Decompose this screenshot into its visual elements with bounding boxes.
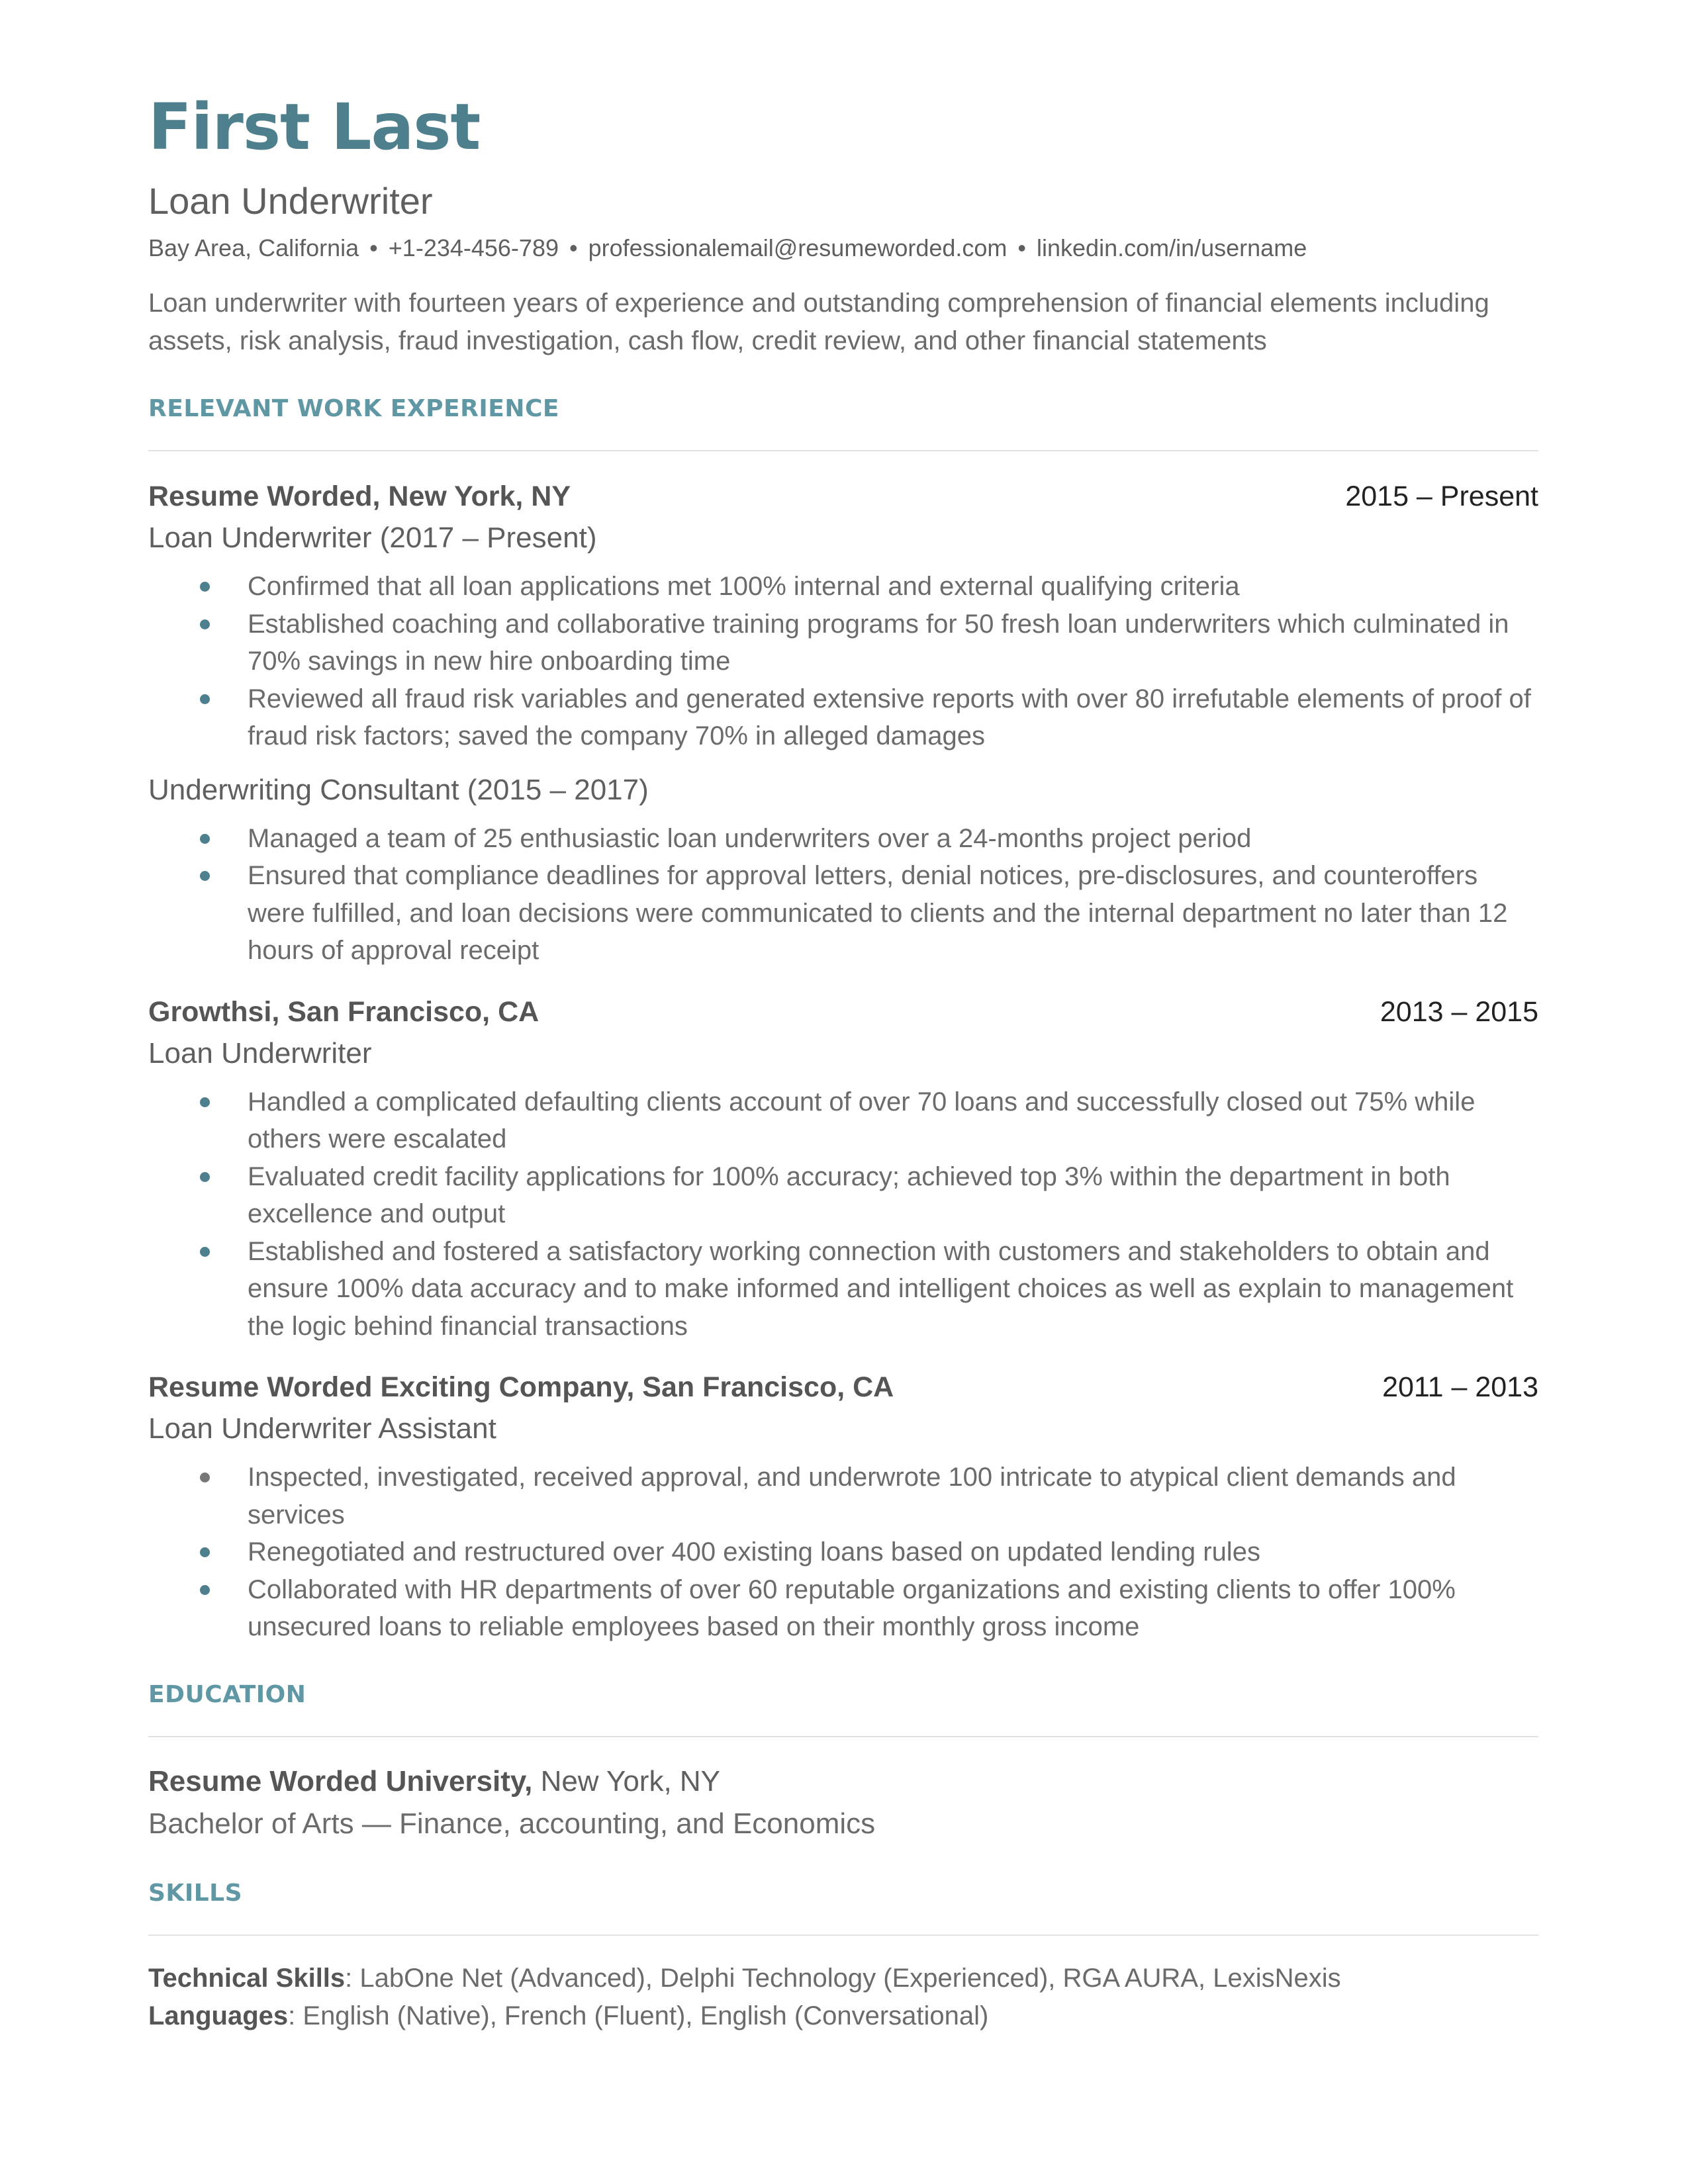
bullet-text: Reviewed all fraud risk variables and generated extensive reports with over 80 irrefutable elements of proof of fraud risk factors; saved the company 70% in alleged damages (248, 684, 1531, 751)
bullet-item (148, 1533, 1538, 1571)
job-entry (148, 1369, 1538, 1646)
job-dates: 2011 – 2013 (1382, 1371, 1538, 1403)
bullet-list (148, 820, 1538, 970)
skills-block (148, 1960, 1538, 2035)
skills-technical (148, 1960, 1538, 1997)
bullet-list (148, 568, 1538, 755)
job-entry (148, 993, 1538, 1345)
candidate-title: Loan Underwriter (148, 180, 433, 222)
bullet-text: Managed a team of 25 enthusiastic loan underwriters over a 24-months project period (248, 823, 1252, 853)
skills-heading: SKILLS (148, 1879, 243, 1907)
experience-heading: RELEVANT WORK EXPERIENCE (148, 395, 559, 422)
bullet-icon (200, 1585, 210, 1595)
bullet-text: Established and fostered a satisfactory working connection with customers and stakeholders to obtain and ensure 100% data accuracy and to make informed and intelligent choices as well as explain to management the logic behind financial transactions (248, 1236, 1514, 1341)
education-location: New York, NY (540, 1764, 721, 1797)
contact-email[interactable]: professionalemail@resumeworded.com (588, 234, 1008, 261)
bullet-text: Inspected, investigated, received approval, and underwrote 100 intricate to atypical client demands and services (248, 1463, 1456, 1529)
bullet-list (148, 1083, 1538, 1345)
bullet-item (148, 1233, 1538, 1345)
skills-technical-label: Technical Skills (148, 1963, 346, 1993)
job-company: Resume Worded Exciting Company, San Francisco, CA (148, 1371, 894, 1403)
bullet-text: Ensured that compliance deadlines for approval letters, denial notices, pre-disclosures, and counteroffers were fulfilled, and loan decisions were communicated to clients and the internal department no later than 12 hours of approval receipt (248, 861, 1508, 965)
contact-separator: • (369, 234, 378, 261)
bullet-icon (200, 694, 210, 704)
bullet-text: Handled a complicated defaulting clients account of over 70 loans and successfully closed out 75% while others were escalated (248, 1087, 1476, 1154)
job-dates: 2015 – Present (1345, 480, 1538, 512)
bullet-text: Renegotiated and restructured over 400 existing loans based on updated lending rules (248, 1537, 1260, 1567)
bullet-icon (200, 619, 210, 629)
bullet-icon (200, 1097, 210, 1107)
bullet-item (148, 820, 1538, 858)
bullet-text: Evaluated credit facility applications for 100% accuracy; achieved top 3% within the department in both excellence and output (248, 1161, 1450, 1228)
job-company: Growthsi, San Francisco, CA (148, 995, 539, 1028)
contact-separator: • (569, 234, 578, 261)
contact-location: Bay Area, California (148, 234, 359, 261)
bullet-item (148, 1459, 1538, 1533)
contact-linkedin[interactable]: linkedin.com/in/username (1037, 234, 1307, 261)
education-school: Resume Worded University, (148, 1764, 533, 1797)
bullet-text: Collaborated with HR departments of over 60 reputable organizations and existing clients to offer 100% unsecured loans to reliable employees based on their monthly gross income (248, 1574, 1456, 1641)
contact-phone[interactable]: +1-234-456-789 (388, 234, 559, 261)
section-divider (148, 1736, 1538, 1737)
resume-page (148, 79, 1538, 2035)
skills-languages-value: : English (Native), French (Fluent), English (Conversational) (288, 2001, 989, 2030)
bullet-list (148, 1459, 1538, 1646)
section-divider (148, 450, 1538, 451)
education-degree: Bachelor of Arts — Finance, accounting, and Economics (148, 1807, 876, 1840)
contact-separator: • (1017, 234, 1027, 261)
job-role: Underwriting Consultant (2015 – 2017) (148, 773, 649, 806)
candidate-name: First Last (148, 90, 481, 164)
job-dates: 2013 – 2015 (1380, 995, 1538, 1028)
job-company: Resume Worded, New York, NY (148, 480, 571, 512)
bullet-icon (200, 834, 210, 844)
bullet-icon (200, 871, 210, 881)
job-entry (148, 478, 1538, 970)
bullet-icon (200, 1172, 210, 1182)
skills-technical-value: : LabOne Net (Advanced), Delphi Technology (Experienced), RGA AURA, LexisNexis (345, 1963, 1341, 1993)
bullet-item (148, 1158, 1538, 1233)
bullet-item (148, 1571, 1538, 1646)
bullet-text: Confirmed that all loan applications met 100% internal and external qualifying criteria (248, 572, 1240, 601)
job-role: Loan Underwriter (148, 1036, 372, 1069)
bullet-icon (200, 1247, 210, 1257)
bullet-item (148, 568, 1538, 606)
bullet-icon (200, 582, 210, 592)
bullet-item (148, 606, 1538, 680)
section-divider (148, 1934, 1538, 1936)
job-role: Loan Underwriter (2017 – Present) (148, 522, 597, 554)
bullet-icon (200, 1473, 210, 1482)
skills-languages (148, 1997, 1538, 2035)
summary: Loan underwriter with fourteen years of experience and outstanding comprehension of financial elements including assets, risk analysis, fraud investigation, cash flow, credit review, and other financial statements (148, 289, 1489, 355)
bullet-item (148, 1083, 1538, 1158)
education-heading: EDUCATION (148, 1680, 306, 1708)
bullet-text: Established coaching and collaborative training programs for 50 fresh loan underwriters which culminated in 70% savings in new hire onboarding time (248, 609, 1509, 676)
education-entry (148, 1761, 1538, 1802)
contact-line (148, 232, 1538, 265)
job-role: Loan Underwriter Assistant (148, 1412, 496, 1445)
bullet-icon (200, 1547, 210, 1557)
bullet-item (148, 857, 1538, 970)
skills-languages-label: Languages (148, 2001, 289, 2030)
bullet-item (148, 680, 1538, 755)
